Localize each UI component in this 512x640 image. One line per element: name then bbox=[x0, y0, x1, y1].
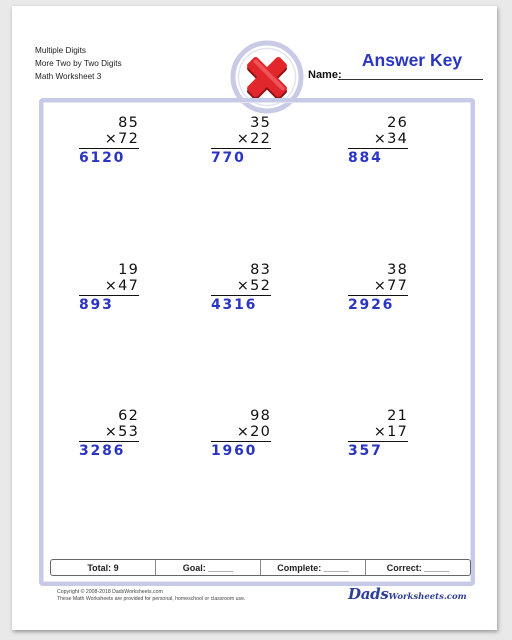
answer-rule bbox=[211, 148, 271, 149]
brand-logo bbox=[348, 585, 467, 603]
problem-answer: 2926 bbox=[348, 297, 395, 313]
answer-key-text: Answer Key bbox=[361, 50, 463, 70]
problem-2 bbox=[211, 115, 271, 166]
problem-multiplier: ×72 bbox=[104, 131, 139, 147]
problem-answer: 4316 bbox=[211, 297, 258, 313]
problem-multiplier: ×77 bbox=[373, 278, 408, 294]
name-label: Name: bbox=[308, 69, 342, 81]
brand-sub: Worksheets.com bbox=[388, 592, 467, 602]
problems-frame bbox=[39, 98, 475, 586]
problem-top-number: 38 bbox=[387, 262, 408, 278]
complete-cell[interactable]: Complete: _____ bbox=[261, 560, 366, 575]
problem-multiplier: ×20 bbox=[236, 424, 271, 440]
problem-4 bbox=[79, 262, 139, 313]
total-cell: Total: 9 bbox=[51, 560, 156, 575]
problem-3 bbox=[348, 115, 408, 166]
problem-multiplier: ×22 bbox=[236, 131, 271, 147]
usage-line: These Math Worksheets are provided for personal, homeschool or classroom use. bbox=[57, 596, 246, 602]
answer-rule bbox=[211, 441, 271, 442]
problem-9 bbox=[348, 408, 408, 459]
worksheet-page bbox=[12, 6, 497, 630]
worksheet-title-block bbox=[35, 44, 122, 83]
title-line-topic: Multiple Digits bbox=[35, 46, 86, 55]
problem-multiplier: ×53 bbox=[104, 424, 139, 440]
answer-rule bbox=[211, 295, 271, 296]
problem-answer: 3286 bbox=[79, 443, 126, 459]
problem-answer: 884 bbox=[348, 150, 383, 166]
answer-rule bbox=[348, 441, 408, 442]
problem-multiplier: ×34 bbox=[373, 131, 408, 147]
problem-1 bbox=[79, 115, 139, 166]
problem-top-number: 21 bbox=[387, 408, 408, 424]
problem-multiplier: ×47 bbox=[104, 278, 139, 294]
copyright-line: Copyright © 2008-2018 DadsWorksheets.com bbox=[57, 589, 163, 595]
score-bar bbox=[50, 559, 471, 576]
problem-answer: 1960 bbox=[211, 443, 258, 459]
answer-rule bbox=[79, 441, 139, 442]
problem-7 bbox=[79, 408, 139, 459]
answer-rule bbox=[79, 148, 139, 149]
copyright-notice bbox=[57, 589, 245, 603]
answer-rule bbox=[348, 295, 408, 296]
correct-cell[interactable]: Correct: _____ bbox=[386, 562, 450, 573]
problem-top-number: 85 bbox=[118, 115, 139, 131]
problem-answer: 893 bbox=[79, 297, 114, 313]
name-field[interactable] bbox=[338, 79, 483, 80]
problem-top-number: 19 bbox=[118, 262, 139, 278]
problem-answer: 770 bbox=[211, 150, 246, 166]
problem-top-number: 62 bbox=[118, 408, 139, 424]
problem-top-number: 35 bbox=[250, 115, 271, 131]
problem-6 bbox=[348, 262, 408, 313]
problem-5 bbox=[211, 262, 271, 313]
problem-top-number: 98 bbox=[250, 408, 271, 424]
problem-multiplier: ×17 bbox=[373, 424, 408, 440]
problem-answer: 6120 bbox=[79, 150, 126, 166]
problem-answer: 357 bbox=[348, 443, 383, 459]
goal-cell[interactable]: Goal: _____ bbox=[156, 560, 261, 575]
title-line-sheet: Math Worksheet 3 bbox=[35, 72, 102, 81]
title-line-subtopic: More Two by Two Digits bbox=[35, 59, 122, 68]
problem-top-number: 83 bbox=[250, 262, 271, 278]
answer-rule bbox=[348, 148, 408, 149]
problem-multiplier: ×52 bbox=[236, 278, 271, 294]
answer-rule bbox=[79, 295, 139, 296]
brand-main: Dads bbox=[348, 585, 389, 603]
problem-8 bbox=[211, 408, 271, 459]
problem-top-number: 26 bbox=[387, 115, 408, 131]
